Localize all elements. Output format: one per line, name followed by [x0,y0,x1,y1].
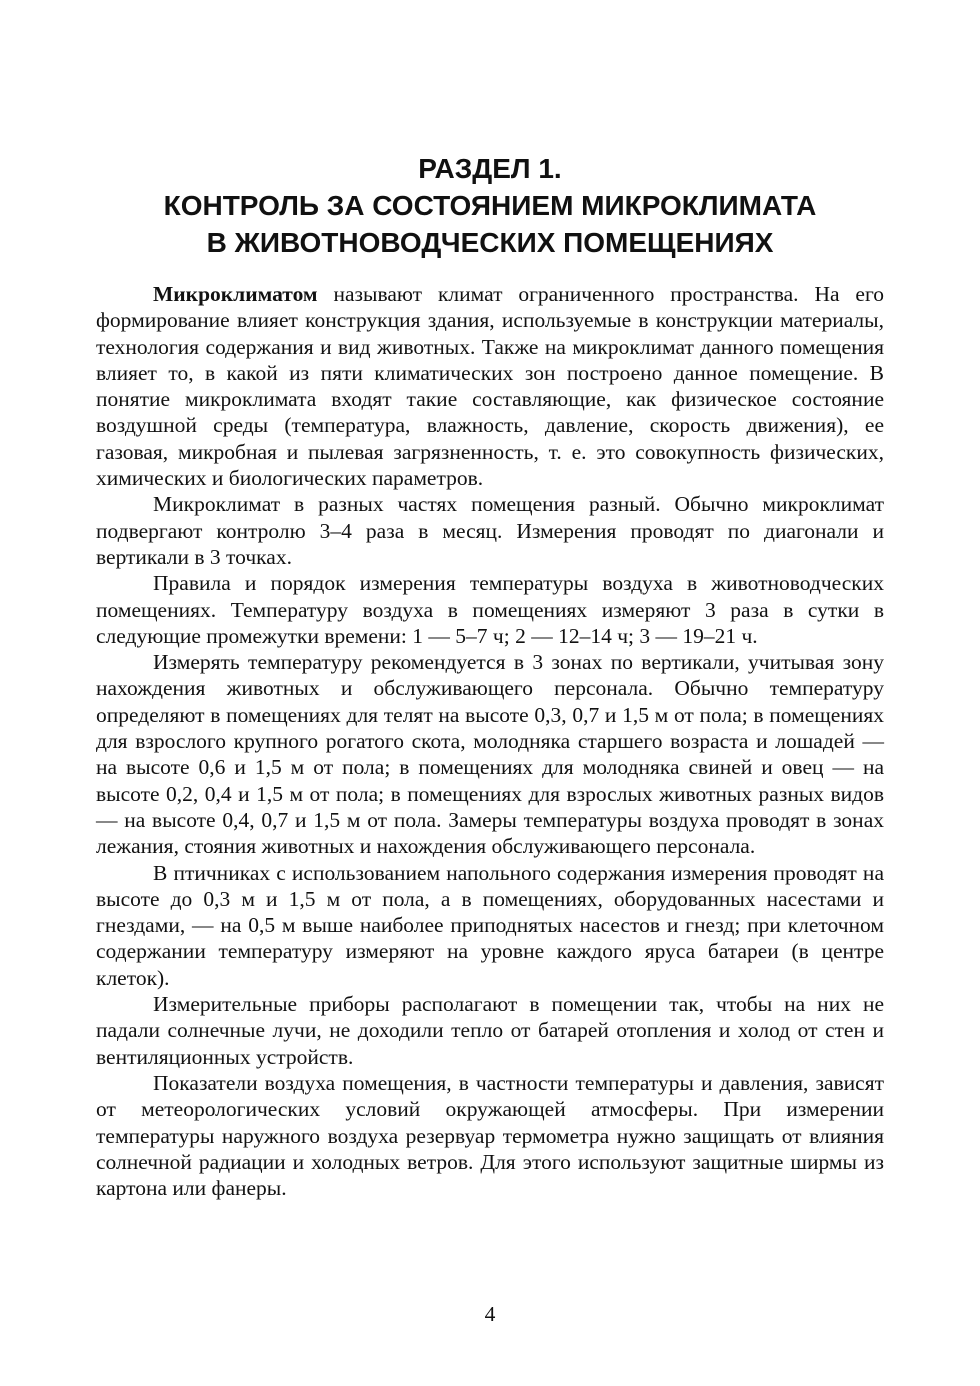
body-text [96,281,884,1201]
heading-line-2: КОНТРОЛЬ ЗА СОСТОЯНИЕМ МИКРОКЛИМАТА [163,190,817,221]
paragraph-3: Правила и порядок измерения температуры воздуха в животноводческих помещениях. Температуру воздуха в помещениях измеряют 3 раза в сутки в следующие промежутки времени: 1 — 5–7 ч; 2 — 12–14 ч; 3 — 19–21 ч. [96,571,884,648]
heading-line-1: РАЗДЕЛ 1. [418,153,562,184]
paragraph-2: Микроклимат в разных частях помещения разный. Обычно микроклимат подвергают контролю 3–4 раза в месяц. Измерения проводят по диагонали и вертикали в 3 точках. [96,492,884,569]
page-number: 4 [484,1302,496,1326]
section-heading [96,150,884,261]
paragraph-5: В птичниках с использованием напольного содержания измерения проводят на высоте до 0,3 м и 1,5 м от пола, а в помещениях, оборудованных насестами и гнездами, — на 0,5 м выше наиболее приподнятых насестов и гнезд; при клеточном содержании температуру измеряют на уровне каждого яруса батареи (в центре клеток). [96,860,884,990]
page-content [96,150,884,1201]
paragraph-7: Показатели воздуха помещения, в частности температуры и давления, зависят от метеорологических условий окружающей атмосферы. При измерении температуры наружного воздуха резервуар термометра нужно защищать от влияния солнечной радиации и холодных ветров. Для этого используют защитные ширмы из картона или фанеры. [96,1070,884,1201]
paragraph-1-text: называют климат ограниченного пространства. На его формирование влияет конструкция здания, используемые в конструкции материалы, технология содержания и вид животных. Также на микроклимат данного помещения влияет то, в какой из пяти климатических зон построено данное помещение. В понятие микроклимата входят такие составляющие, как физическое состояние воздушной среды (температура, влажность, давление, скорость движения), ее газовая, микробная и пылевая загрязненность, т. е. это совокупность физических, химических и биологических параметров. [96,282,884,491]
paragraph-6: Измерительные приборы располагают в помещении так, чтобы на них не падали солнечные лучи, не доходили тепло от батарей отопления и холод от стен и вентиляционных устройств. [96,992,884,1069]
heading-line-3: В ЖИВОТНОВОДЧЕСКИХ ПОМЕЩЕНИЯХ [206,227,774,258]
term-microclimate: Микроклиматом [153,282,318,306]
paragraph-1 [96,281,884,491]
paragraph-4: Измерять температуру рекомендуется в 3 зонах по вертикали, учитывая зону нахождения животных и обслуживающего персонала. Обычно температуру определяют в помещениях для телят на высоте 0,3, 0,7 и 1,5 м от пола; в помещениях для взрослого крупного рогатого скота, молодняка старшего возраста и лошадей — на высоте 0,6 и 1,5 м от пола; в помещениях для молодняка свиней и овец — на высоте 0,2, 0,4 и 1,5 м от пола; в помещениях для взрослых животных разных видов — на высоте 0,4, 0,7 и 1,5 м от пола. Замеры температуры воздуха проводят в зонах лежания, стояния животных и нахождения обслуживающего персонала. [96,650,884,859]
